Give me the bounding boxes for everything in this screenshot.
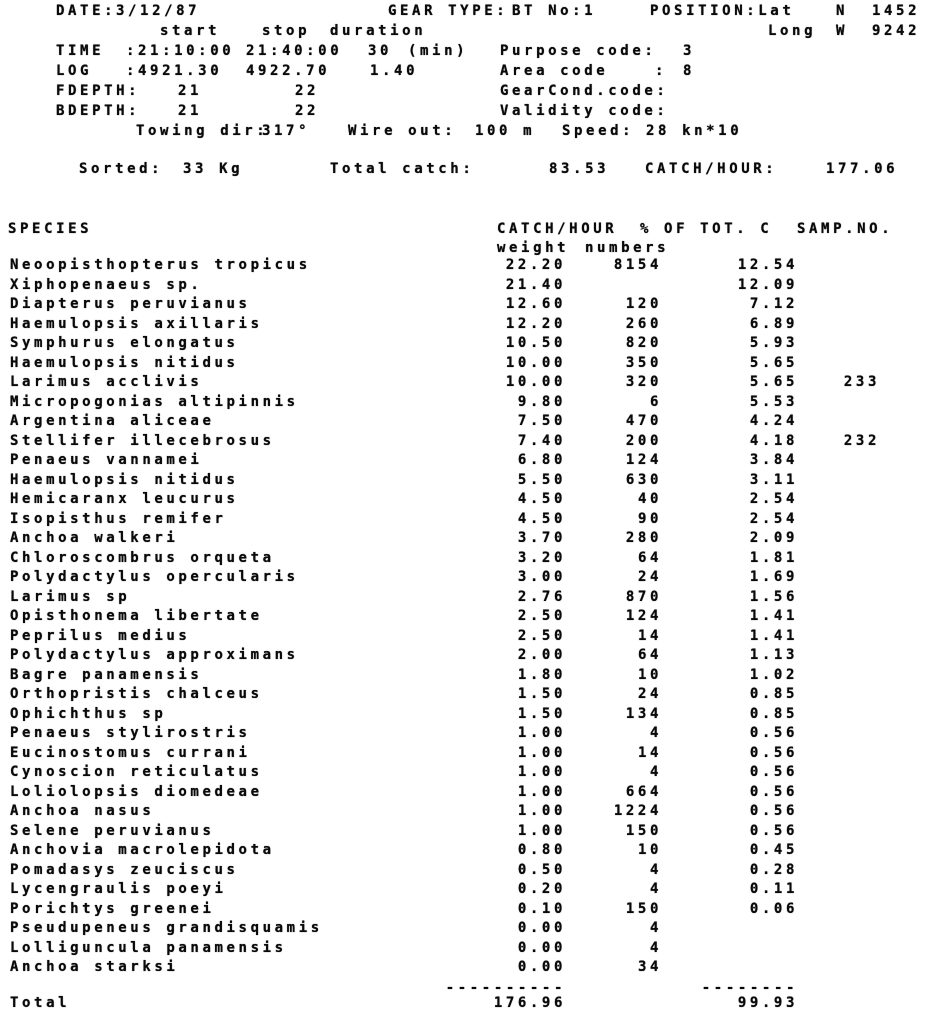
pct-cell: 0.85 [749,705,798,722]
numbers-cell: 6 [649,393,662,410]
numbers-cell: 150 [625,900,662,917]
gear-type-value: BT No:1 [512,3,597,19]
samp-no-cell [798,334,880,354]
time-stop-value: 21:40:00 [246,43,343,59]
pct-cell: 6.89 [749,315,798,332]
species-name-cell: Ophichthus sp [10,705,167,722]
species-rows [0,256,950,978]
pct-cell: 0.56 [749,822,798,839]
pct-cell: 1.41 [749,608,798,624]
pct-cell: 3.84 [749,452,798,468]
position-lat-label: POSITION:Lat [650,3,795,19]
samp-no-cell [798,861,880,881]
weight-cell: 10.00 [505,354,566,371]
weight-cell: 10.50 [505,335,566,351]
weight-cell: 0.50 [517,861,566,878]
species-name-cell: Pseudupeneus grandisquamis [10,920,323,936]
species-row [0,549,950,569]
numbers-cell: 280 [625,530,662,546]
species-name-cell: Neoopisthopterus tropicus [10,257,311,273]
samp-no-cell [798,705,880,725]
species-row [0,471,950,491]
samp-no-cell [798,744,880,764]
samp-empty-cell [798,982,880,994]
fdepth-start-value: 21 [178,83,203,99]
species-row [0,432,950,452]
species-name-cell: Eucinostomus currani [10,744,251,761]
samp-no-cell [798,646,880,666]
samp-no-cell [798,607,880,627]
weight-cell: 22.20 [505,257,566,273]
numbers-cell: 24 [637,569,662,585]
species-row [0,724,950,744]
pct-cell: 5.65 [749,354,798,371]
species-name-cell: Argentina aliceae [10,413,215,429]
pct-cell: 1.56 [749,588,798,605]
numbers-cell: 34 [637,959,662,975]
species-name-cell: Anchoa starksi [10,959,179,975]
species-row [0,666,950,686]
species-row [0,763,950,783]
numbers-cell: 4 [649,881,662,897]
pct-cell: 7.12 [749,296,798,312]
time-label: TIME [56,43,105,59]
weight-cell: 0.80 [517,842,566,858]
species-row [0,802,950,822]
samp-no-cell [798,841,880,861]
samp-no-cell [798,588,880,608]
numbers-cell: 470 [625,413,662,429]
species-name-cell: Loliolopsis diomedeae [10,783,263,800]
weight-subheader: weight [497,240,570,256]
numbers-cell: 10 [637,666,662,683]
pct-cell: 2.09 [749,530,798,546]
numbers-cell: 40 [637,491,662,507]
species-name-cell: Lolliguncula panamensis [10,939,287,956]
species-row [0,529,950,549]
long-label: Long [768,23,817,39]
pct-cell: 0.85 [749,686,798,702]
species-name-cell: Isopisthus remifer [10,510,227,527]
time-duration-value: 30 [368,43,393,59]
species-name-cell: Polydactylus approximans [10,647,299,663]
pct-cell: 12.54 [737,257,798,273]
numbers-cell: 14 [637,744,662,761]
species-table [0,256,950,1013]
weight-cell: 9.80 [517,393,566,410]
species-row [0,705,950,725]
numbers-cell: 4 [649,764,662,780]
weight-cell: 1.00 [517,822,566,839]
species-row [0,568,950,588]
species-name-cell: Anchoa nasus [10,803,155,819]
pct-cell [662,958,798,978]
samp-no-cell [798,822,880,842]
total-label: Total [10,994,71,1011]
weight-cell: 21.40 [505,276,566,293]
species-row [0,646,950,666]
wire-out-label: Wire out: [348,123,457,139]
samp-no-cell [798,939,880,959]
species-name-cell: Larimus acclivis [10,374,203,390]
samp-no-column-header: SAMP.NO. [797,221,894,237]
numbers-cell: 4 [649,939,662,956]
col-stop-label: stop [262,23,311,39]
samp-no-cell [798,354,880,374]
bdepth-stop-value: 22 [295,103,320,119]
species-name-cell: Penaeus stylirostris [10,725,251,741]
lat-hemisphere: N [836,3,849,19]
weight-cell: 4.50 [517,510,566,527]
weight-dashes: ---------- [445,979,566,996]
species-row [0,510,950,530]
species-name-cell: Anchovia macrolepidota [10,842,275,858]
weight-cell: 12.20 [505,315,566,332]
col-duration-label: duration [330,23,427,39]
species-name-cell: Porichtys greenei [10,900,215,917]
species-name-cell: Larimus sp [10,588,131,605]
weight-cell: 2.00 [517,647,566,663]
species-row [0,354,950,374]
pct-cell: 0.56 [749,803,798,819]
fdepth-stop-value: 22 [295,83,320,99]
samp-no-cell [798,685,880,705]
numbers-cell: 150 [625,822,662,839]
species-row [0,276,950,296]
log-duration-value: 1.40 [370,63,419,79]
weight-cell: 3.00 [517,569,566,585]
pct-cell: 1.81 [749,549,798,566]
wire-out-value: 100 m [475,123,536,139]
date-label: DATE: [56,3,117,19]
samp-no-cell [798,802,880,822]
species-row [0,900,950,920]
pct-cell: 0.28 [749,861,798,878]
weight-cell: 12.60 [505,296,566,312]
total-pct-value: 99.93 [737,994,798,1011]
species-row [0,880,950,900]
area-code-colon: : [655,63,668,79]
species-name-cell: Polydactylus opercularis [10,569,299,585]
fdepth-label: FDEPTH: [56,83,141,99]
pct-cell [662,919,798,939]
total-catch-label: Total catch: [330,161,475,177]
col-start-label: start [160,23,221,39]
sorted-value: 33 Kg [183,161,244,177]
species-row [0,783,950,803]
numbers-cell: 64 [637,549,662,566]
samp-no-cell: 233 [843,374,880,390]
weight-cell: 1.00 [517,783,566,800]
numbers-cell: 24 [637,686,662,702]
total-numbers-empty [566,994,662,1014]
pct-cell: 5.53 [749,393,798,410]
numbers-cell: 10 [637,842,662,858]
purpose-code-label: Purpose code: [500,43,657,59]
numbers-cell: 90 [637,510,662,527]
species-name-cell: Orthopristis chalceus [10,686,263,702]
pct-cell: 4.18 [749,432,798,449]
samp-no-cell [798,783,880,803]
species-name-cell: Haemulopsis nitidus [10,471,239,488]
species-row [0,451,950,471]
species-name-cell: Bagre panamensis [10,666,203,683]
species-name-cell: Xiphopenaeus sp. [10,276,203,293]
total-samp-empty [798,994,880,1014]
weight-cell: 3.70 [517,530,566,546]
species-row [0,256,950,276]
catch-hour-column-header: CATCH/HOUR [497,221,618,237]
pct-cell: 0.45 [749,842,798,858]
weight-cell: 0.20 [517,881,566,897]
area-code-value: 8 [683,63,696,79]
samp-no-cell [798,724,880,744]
speed-label: Speed: [562,123,635,139]
log-stop-value: 4922.70 [246,63,331,79]
numbers-cell: 124 [625,608,662,624]
date-value: 3/12/87 [116,3,201,19]
species-name-cell: Penaeus vannamei [10,452,203,468]
long-hemisphere: W [836,23,849,39]
weight-cell: 2.76 [517,588,566,605]
weight-cell: 1.50 [517,686,566,702]
species-row [0,295,950,315]
numbers-cell: 120 [625,296,662,312]
catch-hour-value: 177.06 [826,161,899,177]
samp-no-cell [798,763,880,783]
separator-empty-cell [0,982,420,994]
pct-cell: 3.11 [749,471,798,488]
species-name-cell: Opisthonema libertate [10,608,263,624]
pct-cell: 1.02 [749,666,798,683]
species-row [0,958,950,978]
species-row [0,822,950,842]
bdepth-start-value: 21 [178,103,203,119]
numbers-cell: 320 [625,374,662,390]
pct-cell: 1.69 [749,569,798,585]
weight-cell: 0.00 [517,920,566,936]
catch-hour-label: CATCH/HOUR: [645,161,778,177]
numbers-cell: 630 [625,471,662,488]
numbers-cell: 4 [649,861,662,878]
weight-cell: 5.50 [517,471,566,488]
numbers-cell: 8154 [613,257,662,273]
gearcond-code-label: GearCond.code: [500,83,669,99]
samp-no-cell [798,900,880,920]
species-name-cell: Stellifer illecebrosus [10,432,275,449]
weight-cell: 1.00 [517,803,566,819]
species-row [0,588,950,608]
numbers-cell: 64 [637,647,662,663]
species-name-cell: Anchoa walkeri [10,530,179,546]
numbers-cell: 1224 [613,803,662,819]
weight-cell: 1.80 [517,666,566,683]
weight-cell: 1.00 [517,764,566,780]
numbers-cell: 200 [625,432,662,449]
purpose-code-value: 3 [683,43,696,59]
samp-no-cell [798,666,880,686]
validity-code-label: Validity code: [500,103,669,119]
sorted-label: Sorted: [79,161,164,177]
numbers-cell: 664 [625,783,662,800]
species-row [0,841,950,861]
species-name-cell: Symphurus elongatus [10,335,239,351]
pct-of-total-column-header: % OF TOT. C [640,221,773,237]
weight-cell: 10.00 [505,374,566,390]
pct-cell: 2.54 [749,510,798,527]
samp-no-cell [798,958,880,978]
weight-cell: 0.00 [517,939,566,956]
numbers-cell [566,276,662,296]
numbers-cell: 870 [625,588,662,605]
gear-type-label: GEAR TYPE: [388,3,509,19]
pct-cell: 5.65 [749,374,798,390]
species-row [0,393,950,413]
weight-cell: 7.50 [517,413,566,429]
numbers-cell: 4 [649,920,662,936]
species-name-cell: Haemulopsis axillaris [10,315,263,332]
species-row [0,373,950,393]
numbers-cell: 260 [625,315,662,332]
samp-no-cell [798,510,880,530]
samp-no-cell [798,393,880,413]
time-start-value: :21:10:00 [126,43,235,59]
pct-cell: 2.54 [749,491,798,507]
samp-no-cell [798,627,880,647]
weight-cell: 3.20 [517,549,566,566]
species-name-cell: Selene peruvianus [10,822,215,839]
species-name-cell: Micropogonias altipinnis [10,393,299,410]
samp-no-cell [798,471,880,491]
species-name-cell: Chloroscombrus orqueta [10,549,275,566]
species-name-cell: Peprilus medius [10,627,191,644]
weight-cell: 1.00 [517,725,566,741]
speed-value: 28 kn*10 [646,123,743,139]
area-code-label: Area code [500,63,609,79]
species-row [0,315,950,335]
species-row [0,919,950,939]
weight-cell: 1.50 [517,705,566,722]
pct-cell: 0.56 [749,764,798,780]
numbers-cell: 820 [625,335,662,351]
numbers-subheader: numbers [585,240,670,256]
species-column-header: SPECIES [8,221,93,237]
pct-cell: 1.41 [749,627,798,644]
numbers-cell: 134 [625,705,662,722]
species-row [0,939,950,959]
weight-cell: 0.10 [517,900,566,917]
species-row [0,627,950,647]
pct-cell: 0.56 [749,783,798,800]
total-weight-value: 176.96 [493,994,566,1011]
numbers-cell: 124 [625,452,662,468]
towing-dir-label: Towing dir: [136,123,269,139]
samp-no-cell [798,919,880,939]
numbers-cell: 350 [625,354,662,371]
weight-cell: 4.50 [517,491,566,507]
pct-cell: 0.11 [749,881,798,897]
species-row [0,744,950,764]
pct-cell: 0.56 [749,744,798,761]
samp-no-cell: 232 [843,432,880,449]
samp-no-cell [798,295,880,315]
species-name-cell: Haemulopsis nitidus [10,354,239,371]
weight-cell: 2.50 [517,608,566,624]
pct-cell: 5.93 [749,335,798,351]
samp-no-cell [798,490,880,510]
log-start-value: :4921.30 [126,63,223,79]
species-row [0,607,950,627]
log-label: LOG [56,63,93,79]
samp-no-cell [798,549,880,569]
numbers-cell: 14 [637,627,662,644]
species-name-cell: Diapterus peruvianus [10,296,251,312]
samp-no-cell [798,529,880,549]
long-value: 9242 [872,23,921,39]
lat-value: 1452 [872,3,921,19]
numbers-cell: 4 [649,725,662,741]
samp-no-cell [798,256,880,276]
pct-dashes: -------- [701,979,798,996]
species-row [0,490,950,510]
samp-no-cell [798,276,880,296]
pct-cell: 12.09 [737,276,798,293]
species-row [0,861,950,881]
samp-no-cell [798,880,880,900]
pct-cell: 0.56 [749,725,798,741]
pct-cell: 1.13 [749,647,798,663]
samp-no-cell [798,451,880,471]
weight-cell: 2.50 [517,627,566,644]
species-row [0,334,950,354]
species-name-cell: Hemicaranx leucurus [10,491,239,507]
total-catch-value: 83.53 [549,161,610,177]
total-row [0,994,950,1014]
samp-no-cell [798,568,880,588]
time-duration-unit: (min) [408,43,469,59]
species-name-cell: Pomadasys zeuciscus [10,861,239,878]
samp-no-cell [798,315,880,335]
weight-cell: 7.40 [517,432,566,449]
pct-cell [662,939,798,959]
species-name-cell: Lycengraulis poeyi [10,881,227,897]
pct-cell: 0.06 [749,900,798,917]
species-row [0,685,950,705]
species-row [0,412,950,432]
numbers-empty-cell [566,982,662,994]
species-name-cell: Cynoscion reticulatus [10,764,263,780]
total-separator-row [0,979,950,996]
weight-cell: 1.00 [517,744,566,761]
weight-cell: 6.80 [517,452,566,468]
bdepth-label: BDEPTH: [56,103,141,119]
towing-dir-value: 317° [262,123,311,139]
weight-cell: 0.00 [517,959,566,975]
samp-no-cell [798,412,880,432]
pct-cell: 4.24 [749,413,798,429]
